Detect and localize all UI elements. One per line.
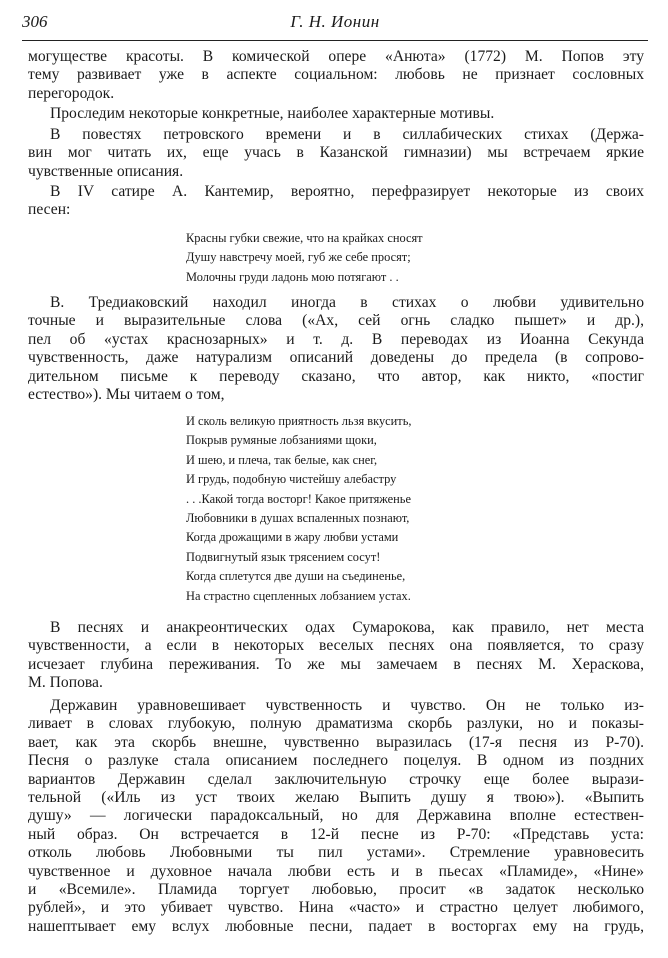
text-line: исчезает глубина переживания. То же мы замечаем в песнях М. Хераскова, — [28, 655, 644, 673]
text-line: тельной («Иль из уст твоих желаю Выпить душу я твою»). «Выпить — [28, 788, 644, 806]
verse-line: . . .Какой тогда восторг! Какое притяженье — [186, 491, 411, 506]
paragraph-sumarokov — [28, 619, 644, 693]
text-line: тему развивает уже в аспекте социальном: любовь не признает сословных — [28, 66, 644, 84]
text-line: дительном письме к переводу сказано, что автор, как никто, «постиг — [28, 367, 644, 385]
verse-line: Красны губки свежие, что на крайках сносят — [186, 231, 423, 245]
text-line: песен: — [28, 201, 71, 219]
text-line: ный образ. Он встречается в 12-й песне из Р-70: «Представь уста: — [28, 825, 644, 843]
verse-quote-kantemir — [186, 229, 423, 287]
running-head: Г. Н. Ионин — [290, 12, 380, 31]
text-line: нашептывает ему вслух любовные песни, падает в восторгах ему на грудь, — [28, 917, 644, 935]
text-line: пел об «устах краснозарных» и т. д. В переводах из Иоанна Секунда — [28, 330, 644, 348]
paragraph-kantemir — [28, 183, 644, 220]
page-number: 306 — [22, 12, 48, 31]
text-line: Песня о разлуке стала описанием последнего поцелуя. В одном из поздних — [28, 752, 644, 770]
verse-line: На страстно сцепленных лобзанием устах. — [186, 588, 411, 603]
text-line: отколь любовь Любовными ты пил устами». Стремление уравновесить — [28, 844, 644, 862]
verse-line: Когда сплетутся две души на съединенье, — [186, 569, 406, 584]
text-line: вин мог читать их, еще учась в Казанской гимназии) мы встречаем яркие — [28, 144, 644, 162]
verse-line: Молочны груди ладонь мою потягают . . — [186, 269, 399, 284]
verse-line: И шею, и плеча, так белые, как снег, — [186, 452, 378, 467]
text-line: перегородок. — [28, 84, 115, 102]
page-header — [22, 8, 648, 38]
paragraph-trediakovsky — [28, 294, 644, 404]
paragraph-peter-era — [28, 126, 644, 181]
text-line: Проследим некоторые конкретные, наиболее характерные мотивы. — [50, 105, 495, 122]
text-line: могуществе красоты. В комической опере «Анюта» (1772) М. Попов эту — [28, 48, 644, 65]
text-line: чувственность, даже натурализм описаний доведены до предела (в сопрово- — [28, 349, 644, 367]
text-line: и «Всемиле». Пламида торгует любовью, просит «в задаток несколько — [28, 880, 644, 898]
header-rule — [22, 40, 648, 41]
verse-line: Любовники в душах вспаленных познают, — [186, 510, 410, 525]
text-line: В IV сатире А. Кантемир, вероятно, перефразирует некоторые из своих — [50, 183, 644, 200]
text-line: рублей», и это убивает чувство. Нина «часто» и страстно целует любимого, — [28, 899, 644, 917]
verse-line: И грудь, подобную чистейшу алебастру — [186, 472, 397, 487]
text-line: М. Попова. — [28, 674, 103, 692]
text-line: естество»). Мы читаем о том, — [28, 385, 225, 403]
text-line: душу» — логически парадоксальный, но для Державина вполне естествен- — [28, 807, 644, 825]
text-line: вает, как эта скорбь внешне, чувственно выразилась (17-я песня из Р-70). — [28, 733, 644, 751]
text-line: чувственности, а если в некоторых веселых песнях она появляется, то сразу — [28, 637, 644, 655]
verse-line: Душу навстречу моей, губ же себе просят; — [186, 250, 411, 265]
text-line: В песнях и анакреонтических одах Сумарокова, как правило, нет места — [50, 619, 644, 636]
text-line: В повестях петровского времени и в силлабических стихах (Держа- — [50, 126, 644, 143]
paragraph-motifs — [28, 105, 644, 123]
text-line: чувственное и духовное начала любви есть и в пьесах «Пламиде», «Нине» — [28, 862, 644, 880]
verse-line: И сколь великую приятность льзя вкусить, — [186, 414, 412, 428]
paragraph-derzhavin — [28, 697, 644, 936]
text-line: ливает в словах глубокую, полную драматизма скорбь разлуки, но и показы- — [28, 715, 644, 733]
text-line: Державин уравновешивает чувственность и чувство. Он не только из- — [50, 697, 644, 714]
text-line: вариантов Державин сделал заключительную строчку еще более вырази- — [28, 770, 644, 788]
text-line: точные и выразительные слова («Ах, сей огнь сладко пышет» и др.), — [28, 312, 644, 330]
verse-quote-secundus — [186, 412, 411, 606]
verse-line: Подвигнутый язык трясением сосут! — [186, 549, 381, 564]
paragraph-continuation — [28, 48, 644, 103]
text-line: В. Тредиаковский находил иногда в стихах о любви удивительно — [50, 294, 644, 311]
text-line: чувственные описания. — [28, 162, 184, 180]
verse-line: Покрыв румяные лобзаниями щоки, — [186, 433, 377, 448]
verse-line: Когда дрожащими в жару любви устами — [186, 530, 399, 545]
